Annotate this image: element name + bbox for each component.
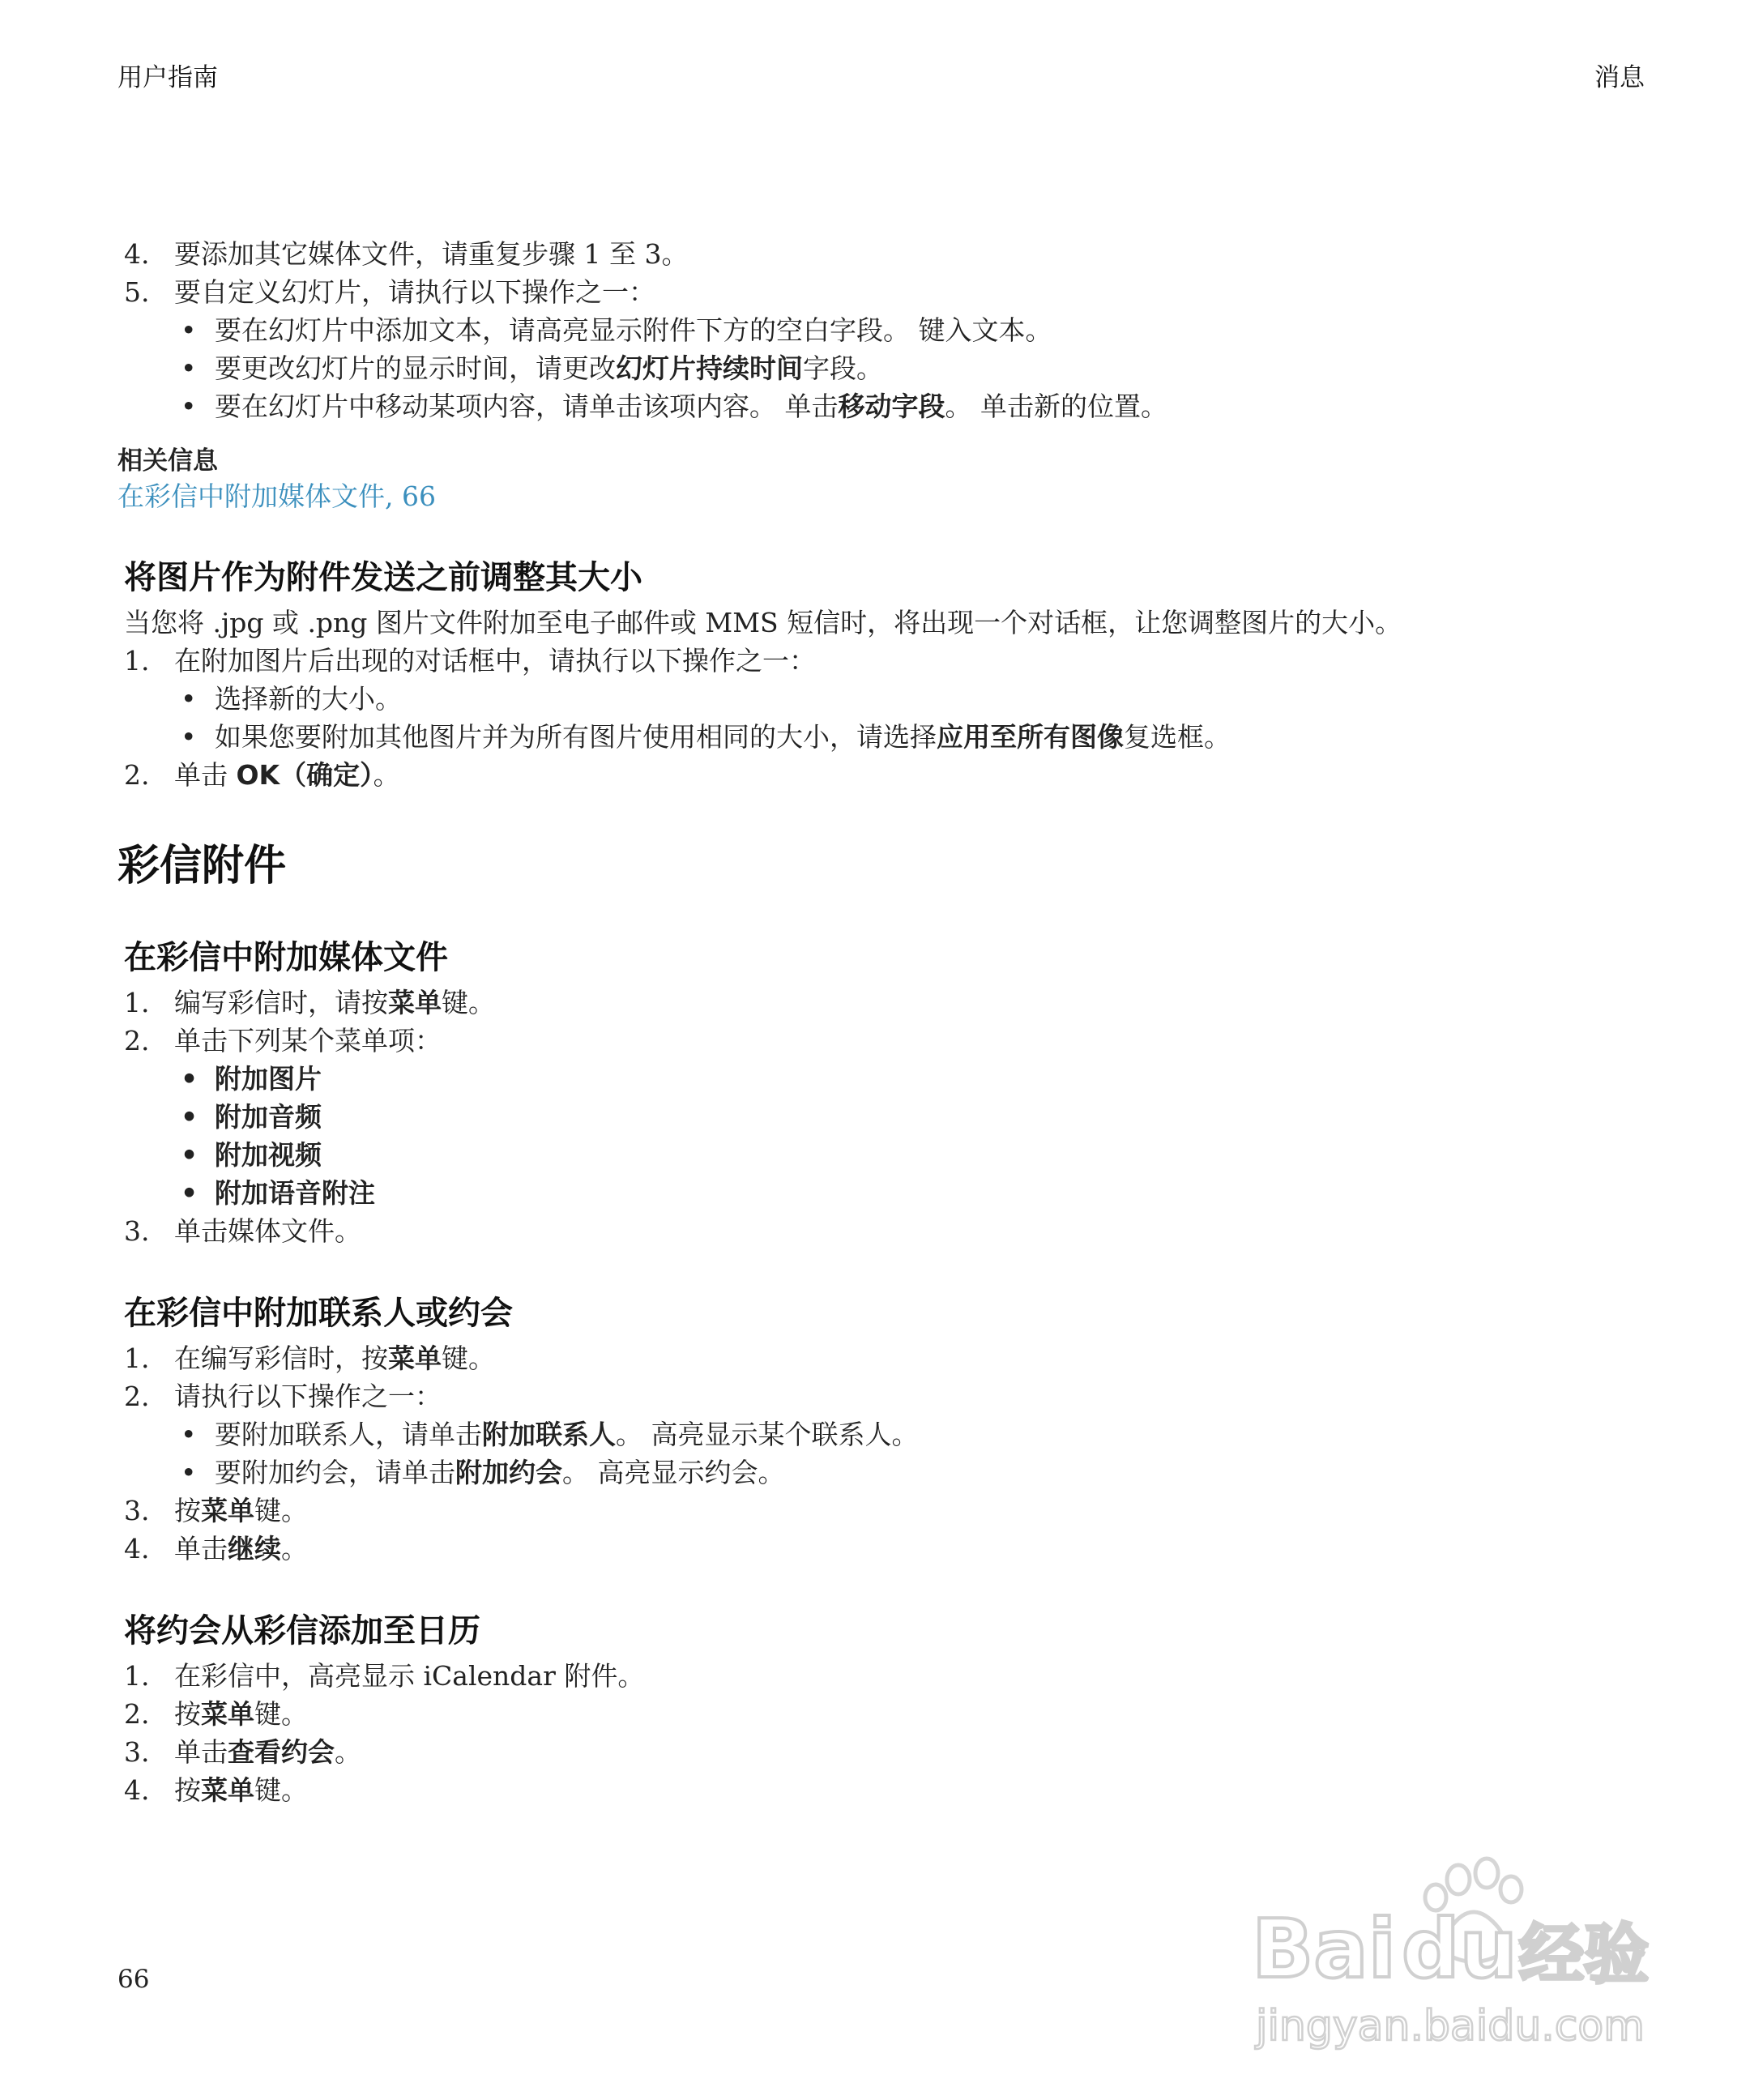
section-title-contact: 在彩信中附加联系人或约会 [124,1295,513,1332]
svg-text:经验: 经验 [1519,1917,1649,1992]
list-item: 3. 单击查看约会。 [124,1736,361,1768]
list-item: 1. 在编写彩信时，按菜单键。 [124,1342,495,1374]
list-item: 2. 按菜单键。 [124,1698,308,1730]
list-item: • 选择新的大小。 [117,680,1657,718]
bullet-list [117,311,1657,425]
list-item: 2. 请执行以下操作之一： [124,1381,442,1412]
svg-text:jingyan.baidu.com: jingyan.baidu.com [1256,2002,1645,2051]
related-link[interactable]: 在彩信中附加媒体文件, 66 [117,480,436,512]
steps-list-contact-2 [117,1492,1657,1568]
list-item: 3. 单击媒体文件。 [124,1215,361,1247]
svg-text:du: du [1402,1902,1517,1996]
steps-list-top [117,235,1657,311]
list-item: 1. 编写彩信时，请按菜单键。 [124,987,495,1018]
steps-list-media [117,984,1657,1060]
steps-list-media-2 [117,1212,1657,1250]
page-body [117,235,1657,1809]
list-item: 4. 要添加其它媒体文件，请重复步骤 1 至 3。 [124,238,689,270]
list-item: • 要在幻灯片中移动某项内容，请单击该项内容。 单击移动字段。 单击新的位置。 [117,387,1657,425]
bullet-list [117,1060,1657,1212]
list-item: • 如果您要附加其他图片并为所有图片使用相同的大小，请选择应用至所有图像复选框。 [117,718,1657,756]
list-item: 2. 单击下列某个菜单项： [124,1025,442,1056]
list-item: • 附加视频 [117,1136,1657,1174]
intro-paragraph: 当您将 .jpg 或 .png 图片文件附加至电子邮件或 MMS 短信时，将出现一个对话框，让您调整图片的大小。 [124,607,1402,638]
page-number: 66 [117,1965,150,1994]
list-item: • 要在幻灯片中添加文本，请高亮显示附件下方的空白字段。 键入文本。 [117,311,1657,349]
list-item: 5. 要自定义幻灯片，请执行以下操作之一： [124,276,655,308]
list-item: 1. 在彩信中，高亮显示 iCalendar 附件。 [124,1660,645,1692]
section-title-media: 在彩信中附加媒体文件 [124,939,448,976]
section-title-calendar: 将约会从彩信添加至日历 [124,1612,480,1650]
list-item: 4. 按菜单键。 [124,1774,308,1806]
svg-text:Bai: Bai [1252,1902,1396,1996]
list-item: • 要更改幻灯片的显示时间，请更改幻灯片持续时间字段。 [117,349,1657,387]
list-item: 1. 在附加图片后出现的对话框中，请执行以下操作之一： [124,645,816,677]
bullet-list [117,680,1657,756]
steps-list-calendar [117,1657,1657,1809]
list-item: 2. 单击 OK（确定）。 [124,759,400,791]
list-item: • 要附加联系人，请单击附加联系人。 高亮显示某个联系人。 [117,1415,1657,1453]
chapter-title: 彩信附件 [117,842,287,890]
baidu-watermark-logo [1248,1847,1669,2058]
running-header-right: 消息 [1594,63,1645,92]
list-item: • 要附加约会，请单击附加约会。 高亮显示约会。 [117,1453,1657,1492]
steps-list-contact [117,1339,1657,1415]
bullet-list [117,1415,1657,1492]
list-item: • 附加音频 [117,1098,1657,1136]
list-item: 4. 单击继续。 [124,1533,308,1564]
steps-list-resize [117,642,1657,680]
related-info-label: 相关信息 [117,446,218,476]
steps-list-resize-2 [117,756,1657,794]
list-item: 3. 按菜单键。 [124,1495,308,1526]
list-item: • 附加图片 [117,1060,1657,1098]
list-item: • 附加语音附注 [117,1174,1657,1212]
section-title-resize: 将图片作为附件发送之前调整其大小 [124,559,642,596]
running-header-left: 用户指南 [117,63,218,92]
